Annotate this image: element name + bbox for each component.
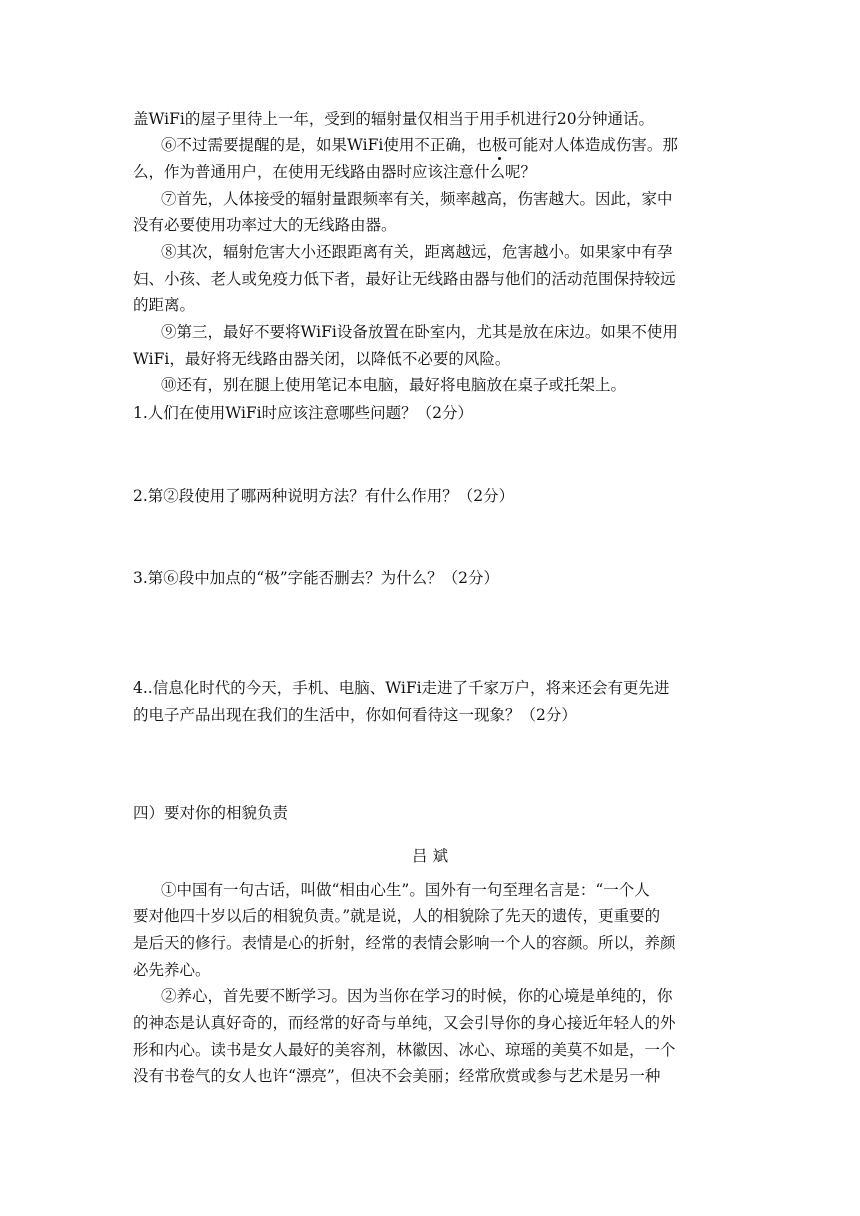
paragraph-2-line: ②养心，首先要不断学习。因为当你在学习的时候，你的心境是单纯的，你	[161, 987, 673, 1005]
question-4-line: 的电子产品出现在我们的生活中，你如何看待这一现象？（2分）	[133, 706, 577, 724]
question-2: 2.第②段使用了哪两种说明方法？有什么作用？（2分）	[133, 487, 515, 505]
text-line: 的神态是认真好奇的，而经常的好奇与单纯，又会引导你的身心接近年轻人的外	[133, 1014, 676, 1032]
emphasis-dot-icon	[498, 157, 501, 160]
text-line: 么，作为普通用户，在使用无线路由器时应该注意什么呢？	[133, 163, 537, 181]
text-line: 的距离。	[133, 296, 196, 314]
paragraph-7-line: ⑦首先，人体接受的辐射量跟频率有关，频率越高，伤害越大。因此，家中	[161, 190, 673, 208]
paragraph-6-line	[161, 135, 678, 155]
text-line: 没有必要使用功率过大的无线路由器。	[133, 216, 397, 234]
question-3: 3.第⑥段中加点的“极”字能否删去？为什么？（2分）	[133, 569, 499, 587]
question-1: 1.人们在使用WiFi时应该注意哪些问题？（2分）	[133, 404, 473, 422]
emphasized-char	[492, 136, 508, 154]
text-line: 盖WiFi的屋子里待上一年，受到的辐射量仅相当于用手机进行20分钟通话。	[133, 110, 655, 128]
text-fragment: ⑥不过需要提醒的是，如果WiFi使用不正确，也	[161, 136, 492, 154]
text-fragment: 可能对人体造成伤害。那	[507, 136, 678, 154]
text-line: 是后天的修行。表情是心的折射，经常的表情会影响一个人的容颜。所以，养颜	[133, 934, 676, 952]
paragraph-1-line: ①中国有一句古话，叫做“相由心生”。国外有一句至理名言是：“一个人	[161, 881, 650, 899]
author-name: 吕 斌	[412, 847, 448, 865]
emphasized-char-text: 极	[491, 136, 508, 154]
text-line: WiFi，最好将无线路由器关闭，以降低不必要的风险。	[133, 350, 511, 368]
question-4-line: 4..信息化时代的今天，手机、电脑、WiFi走进了千家万户，将来还会有更先进	[133, 679, 670, 697]
paragraph-9-line: ⑨第三，最好不要将WiFi设备放置在卧室内，尤其是放在床边。如果不使用	[161, 323, 678, 341]
text-line: 没有书卷气的女人也许“漂亮”，但决不会美丽；经常欣赏或参与艺术是另一种	[133, 1067, 661, 1085]
paragraph-8-line: ⑧其次，辐射危害大小还跟距离有关，距离越远，危害越小。如果家中有孕	[161, 243, 673, 261]
text-line: 必先养心。	[133, 961, 211, 979]
section-heading: 四）要对你的相貌负责	[133, 804, 289, 822]
text-line: 妇、小孩、老人或免疫力低下者，最好让无线路由器与他们的活动范围保持较远	[133, 270, 676, 288]
text-line: 要对他四十岁以后的相貌负责。”就是说，人的相貌除了先天的遗传，更重要的	[133, 907, 661, 925]
text-line: 形和内心。读书是女人最好的美容剂，林徽因、冰心、琼瑶的美莫不如是，一个	[133, 1041, 676, 1059]
paragraph-10-line: ⑩还有，别在腿上使用笔记本电脑，最好将电脑放在桌子或托架上。	[161, 376, 627, 394]
